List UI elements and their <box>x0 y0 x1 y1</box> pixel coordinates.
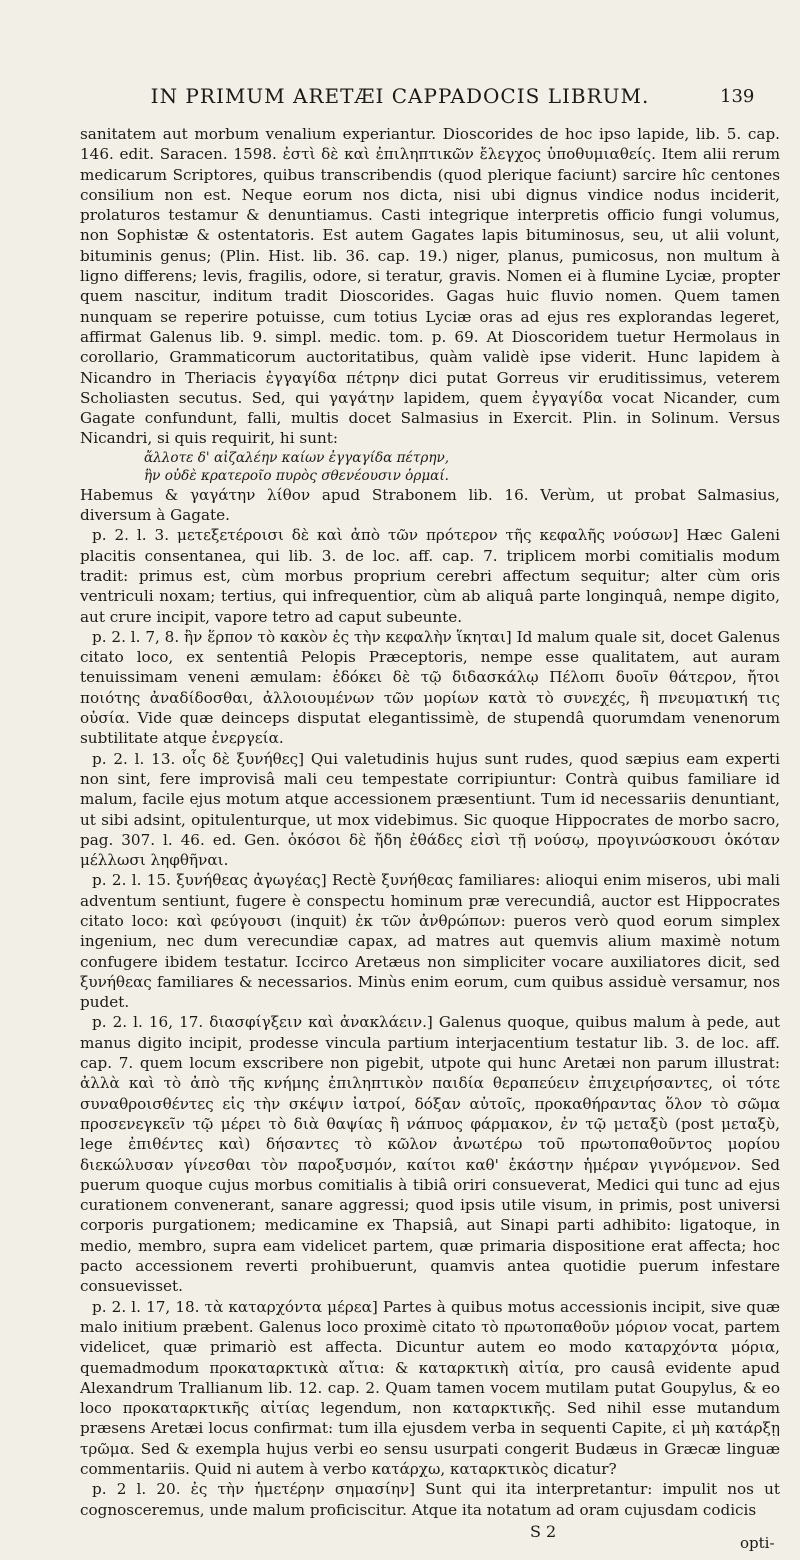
running-header <box>0 84 800 120</box>
signature-mark: S 2 <box>530 1522 557 1541</box>
paragraph-strabo: Habemus & γαγάτην λίθον apud Strabonem lib. 16. Verùm, ut probat Salmasius, diversum à Gagate. <box>80 485 780 525</box>
verse-line-1: ἄλλοτε δ' αἰζαλέην καίων ἐγγαγίδα πέτρην, <box>144 449 450 466</box>
note-p2-l17-18: p. 2. l. 17, 18. τὰ καταρχόντα μέρεα] Partes à quibus motus accessionis incipit, sive quæ malo initium præbent. Galenus loco proximè citato τὸ πρωτοπαθοῦν μόριον vocat, partem videlicet, quæ primariò est affecta. Dicuntur autem eo modo καταρχόντα μόρια, quemadmodum προκαταρκτικὰ αἴτια: & καταρκτικὴ αἰτία, pro causâ evidente apud Alexandrum Trallianum lib. 12. cap. 2. Quam tamen vocem mutilam putat Goupylus, & eo loco προκαταρκτικῆς αἰτίας legendum, non καταρκτικῆς. Sed nihil esse mutandum præsens Aretæi locus confirmat: tum illa ejusdem verba in sequenti Capite, εἰ μὴ κατάρξῃ τρῶμα. Sed & exempla hujus verbi eo sensu usurpati congerit Budæus in Græcæ linguæ commentariis. Quid ni autem à verbo κατάρχω, καταρκτικὸς dicatur? <box>80 1297 780 1478</box>
verse-line-2: ἣν οὐδὲ κρατεροῖο πυρὸς σθενέουσιν ὁρμαί. <box>144 467 449 484</box>
note-p2-l20: p. 2 l. 20. ἐς τὴν ἡμετέρην σημασίην] Sunt qui ita interpretantur: impulit nos ut cognosceremus, unde malum proficiscitur. Atque ita notatum ad oram cujusdam codicis <box>80 1480 780 1519</box>
note-p2-l7-8: p. 2. l. 7, 8. ἢν ἕρπον τὸ κακὸν ἐς τὴν κεφαλὴν ἵκηται] Id malum quale sit, docet Galenus citato loco, ex sententiâ Pelopis Præceptoris, nempe esse qualitatem, aut auram tenuissimam veneni æmulam: ἐδόκει δὲ τῷ διδασκάλῳ Πέλοπι δυοῖν θάτερον, ἤτοι ποιότης ἀναδίδοσθαι, ἀλλοιουμένων τῶν μορίων κατὰ τὸ συνεχές, ἢ πνευματική τις οὐσία. Vide quæ deinceps disputat elegantissimè, de stupendâ quorumdam venenorum subtilitate atque ἐνεργεία. <box>80 627 780 748</box>
note-p2-l15: p. 2. l. 15. ξυνήθεας ἀγωγέας] Rectè ξυνήθεας familiares: alioqui enim miseros, ubi mali adventum sentiunt, fugere è conspectu hominum præ verecundiâ, auctor est Hippocrates citato loco: καὶ φεύγουσι (inquit) ἐκ τῶν ἀνθρώπων: pueros verò quod eorum simplex ingenium, nec dum verecundiæ capax, ad matres aut quemvis alium maximè notum confugere ibidem testatur. Iccirco Aretæus non simpliciter vocare auxiliatores dicit, sed ξυνήθεας familiares & necessarios. Minùs enim eorum, cum quibus assiduè versamur, nos pudet. <box>80 871 780 1012</box>
catchword: opti- <box>740 1534 775 1552</box>
page-title: IN PRIMUM ARETÆI CAPPADOCIS LIBRUM. <box>150 84 650 108</box>
page-number: 139 <box>720 86 755 107</box>
note-p2-l13: p. 2. l. 13. οἷς δὲ ξυνήθες] Qui valetudinis hujus sunt rudes, quod sæpius eam experti non sint, fere improvisâ mali ceu tempestate corripiuntur: Contrà quibus familiare id malum, facile ejus motum atque accessionem præsentiunt. Tum id necessariis denuntiant, ut sibi adsint, opitulenturque, ut mox videbimus. Sic quoque Hippocrates de morbo sacro, pag. 307. l. 46. ed. Gen. ὁκόσοι δὲ ἤδη ἐθάδες εἰσὶ τῇ νούσῳ, προγινώσκουσι ὁκόταν μέλλωσι ληφθῆναι. <box>80 749 780 870</box>
paragraph-gagates: sanitatem aut morbum venalium experiantur. Dioscorides de hoc ipso lapide, lib. 5. cap. 146. edit. Saracen. 1598. ἐστὶ δὲ καὶ ἐπιληπτικῶν ἔλεγχος ὑποθυμιαθείς. Item alii rerum medicarum Scriptores, quibus transcribendis (quod plerique faciunt) sarcire hîc centones consilium non est. Neque eorum nos dicta, nisi ubi dignus vindice nodus inciderit, prolaturos testamur & denuntiamus. Casti integrique interpretis officio fungi volumus, non Sophistæ & ostentatoris. Est autem Gagates lapis bituminosus, seu, ut alii volunt, bituminis genus; (Plin. Hist. lib. 36. cap. 19.) niger, planus, pumicosus, non multum à ligno differens; levis, fragilis, odore, si teratur, gravis. Nomen ei à flumine Lyciæ, propter quem nascitur, inditum tradit Dioscorides. Gagas huic fluvio nomen. Quem tamen nunquam se reperire potuisse, cum totius Lyciæ oras ad ejus res explorandas legeret, affirmat Galenus lib. 9. simpl. medic. tom. p. 69. At Dioscoridem tuetur Hermolaus in corollario, Grammaticorum auctoritatibus, quàm validè ipse viderit. Hunc lapidem à Nicandro in Theriacis ἐγγαγίδα πέτρην dici putat Gorreus vir eruditissimus, veterem Scholiasten secutus. Sed, qui γαγάτην lapidem, quem ἐγγαγίδα vocat Nicander, cum Gagate confundunt, falli, multis docet Salmasius in Exercit. Plin. in Solinum. Versus Nicandri, si quis requirit, hi sunt: <box>80 125 780 448</box>
note-p2-l3: p. 2. l. 3. μετεξετέροισι δὲ καὶ ἀπὸ τῶν πρότερον τῆς κεφαλῆς νούσων] Hæc Galeni placitis consentanea, qui lib. 3. de loc. aff. cap. 7. triplicem morbi comitialis modum tradit: primus est, cùm morbus proprium cerebri affectum sequitur; alter cùm oris ventriculi noxam; tertius, qui infrequentior, cùm ab aliquâ parte longinquâ, nempe digito, aut crure incipit, vapore tetro ad caput subeunte. <box>80 526 780 626</box>
note-p2-l16-17: p. 2. l. 16, 17. διασφίγξειν καὶ ἀνακλάειν.] Galenus quoque, quibus malum à pede, aut manus digito incipit, prodesse vincula partium interjacentium testatur lib. 3. de loc. aff. cap. 7. quem locum exscribere non pigebit, utpote qui hunc Aretæi non parum illustrat: ἀλλὰ καὶ τὸ ἀπὸ τῆς κνήμης ἐπιληπτικὸν παιδία θεραπεύειν ἐπιχειρήσαντες, οἱ τότε συναθροισθέντες εἰς τὴν σκέψιν ἰατροί, δόξαν αὐτοῖς, προκαθήραντας ὅλον τὸ σῶμα προσενεγκεῖν τῷ μέρει τὸ διὰ θαψίας ἢ νάπυος φάρμακον, ἐν τῷ μεταξὺ (post μεταξὺ, lege ἐπιθέντες καὶ) δήσαντες τὸ κῶλον ἀνωτέρω τοῦ πρωτοπαθοῦντος μορίου διεκώλυσαν γίνεσθαι τὸν παροξυσμόν, καίτοι καθ' ἑκάστην ἡμέραν γιγνόμενον. Sed puerum quoque cujus morbus comitialis à tibiâ oriri consueverat, Medici qui tunc ad ejus curationem convenerant, sanare aggressi; quod ipsis utile visum, in primis, post universi corporis purgationem; medicamine ex Thapsiâ, aut Sinapi parti adhibito: ligatoque, in medio, membro, supra eam videlicet partem, quæ primaria dispositione erat affecta; hoc pacto accessionem reverti prohibuerunt, quamvis antea quotidie puerum infestare consuevisset. <box>80 1013 780 1296</box>
page-footer <box>0 1522 800 1556</box>
main-text <box>80 124 780 1520</box>
